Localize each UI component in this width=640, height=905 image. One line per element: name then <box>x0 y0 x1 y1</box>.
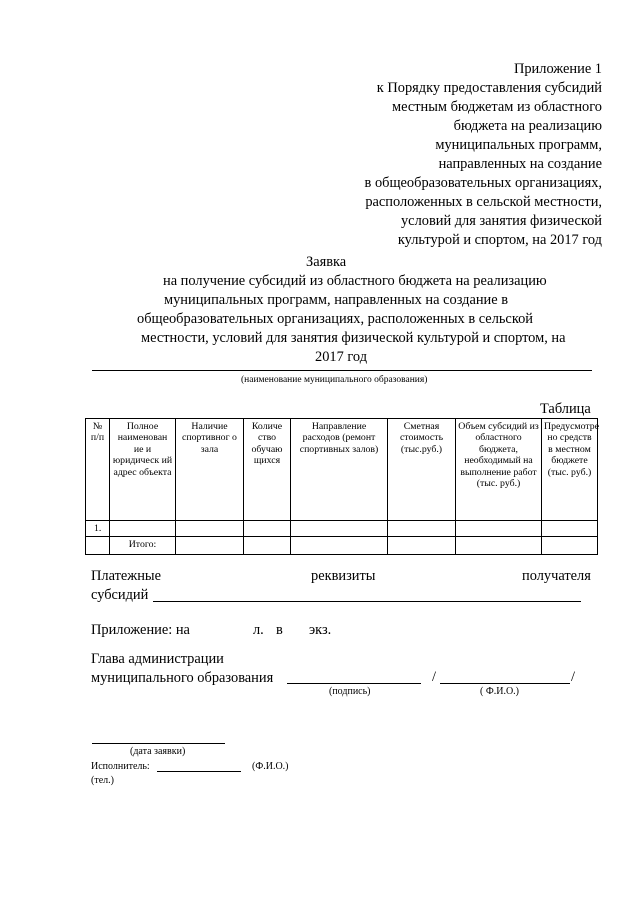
table-cell[interactable] <box>110 521 176 537</box>
executor-line[interactable] <box>157 771 241 772</box>
appendix-line: культурой и спортом, на 2017 год <box>397 232 602 248</box>
payment-word: Платежные <box>91 568 161 584</box>
table-header-cell: Предусмотре но средств в местном бюджете (тыс. руб.) <box>542 419 598 521</box>
table-cell[interactable] <box>456 521 542 537</box>
title-line: местности, условий для занятия физической культурой и спортом, на <box>141 330 566 346</box>
table-cell[interactable] <box>542 521 598 537</box>
attachment-v: в <box>276 622 283 638</box>
appendix-line: условий для занятия физической <box>400 213 602 229</box>
table-header-cell: Объем субсидий из областного бюджета, необходимый на выполнение работ (тыс. руб.) <box>456 419 542 521</box>
table-cell[interactable] <box>388 521 456 537</box>
slash: / <box>432 669 436 685</box>
row-number-cell: 1. <box>86 521 110 537</box>
table-header-row <box>86 419 598 521</box>
table-cell[interactable] <box>244 521 291 537</box>
executor-fio: (Ф.И.О.) <box>252 761 289 772</box>
subsidy-table <box>85 418 598 555</box>
date-caption: (дата заявки) <box>130 746 186 757</box>
fio-caption: ( Ф.И.О.) <box>480 686 520 697</box>
municipality-line[interactable] <box>92 370 592 371</box>
executor-label: Исполнитель: <box>91 761 150 772</box>
table-header-cell: Сметная стоимость (тыс.руб.) <box>388 419 456 521</box>
appendix-line: муниципальных программ, <box>435 137 602 153</box>
table-cell[interactable] <box>291 521 388 537</box>
appendix-line: к Порядку предоставления субсидий <box>376 80 602 96</box>
table-row <box>86 521 598 537</box>
appendix-line: Приложение 1 <box>513 61 602 77</box>
table-cell[interactable] <box>542 537 598 555</box>
table-cell[interactable] <box>456 537 542 555</box>
slash: / <box>571 669 575 685</box>
title-line: 2017 год <box>315 349 368 365</box>
table-header-cell: Направление расходов (ремонт спортивных залов) <box>291 419 388 521</box>
appendix-line: направленных на создание <box>438 156 602 172</box>
fio-line[interactable] <box>440 683 570 684</box>
payment-word: получателя <box>522 568 591 584</box>
table-cell[interactable] <box>176 537 244 555</box>
title-heading: Заявка <box>306 254 347 270</box>
table-total-row <box>86 537 598 555</box>
table-header-cell: № п/п <box>86 419 110 521</box>
appendix-line: расположенных в сельской местности, <box>365 194 602 210</box>
head-line1: Глава администрации <box>91 651 224 667</box>
date-line[interactable] <box>92 743 225 744</box>
municipality-caption: (наименование муниципального образования) <box>241 375 428 385</box>
table-header-cell: Полное наименован ие и юридическ ий адрес объекта <box>110 419 176 521</box>
appendix-line: местным бюджетам из областного <box>392 99 602 115</box>
attachment-prefix: Приложение: на <box>91 622 190 638</box>
table-header-cell: Наличие спортивног о зала <box>176 419 244 521</box>
signature-line[interactable] <box>287 683 421 684</box>
attachment-l: л. <box>253 622 264 638</box>
payment-line-label: субсидий <box>91 587 149 603</box>
table-label: Таблица <box>540 401 591 417</box>
title-line: общеобразовательных организациях, расположенных в сельской <box>137 311 533 327</box>
table-cell <box>86 537 110 555</box>
table-cell[interactable] <box>388 537 456 555</box>
attachment-ekz: экз. <box>309 622 332 638</box>
total-label-cell: Итого: <box>110 537 176 555</box>
table-cell[interactable] <box>176 521 244 537</box>
table-header-cell: Количе ство обучаю щихся <box>244 419 291 521</box>
appendix-block <box>282 60 602 250</box>
tel-label: (тел.) <box>91 775 114 786</box>
appendix-line: в общеобразовательных организациях, <box>364 175 602 191</box>
table-cell[interactable] <box>291 537 388 555</box>
title-line: муниципальных программ, направленных на создание в <box>164 292 509 308</box>
payment-details-line[interactable] <box>153 601 581 602</box>
payment-word: реквизиты <box>311 568 376 584</box>
head-line2: муниципального образования <box>91 670 274 686</box>
appendix-line: бюджета на реализацию <box>453 118 602 134</box>
signature-caption: (подпись) <box>329 686 371 697</box>
table-cell[interactable] <box>244 537 291 555</box>
title-line: на получение субсидий из областного бюджета на реализацию <box>163 273 547 289</box>
